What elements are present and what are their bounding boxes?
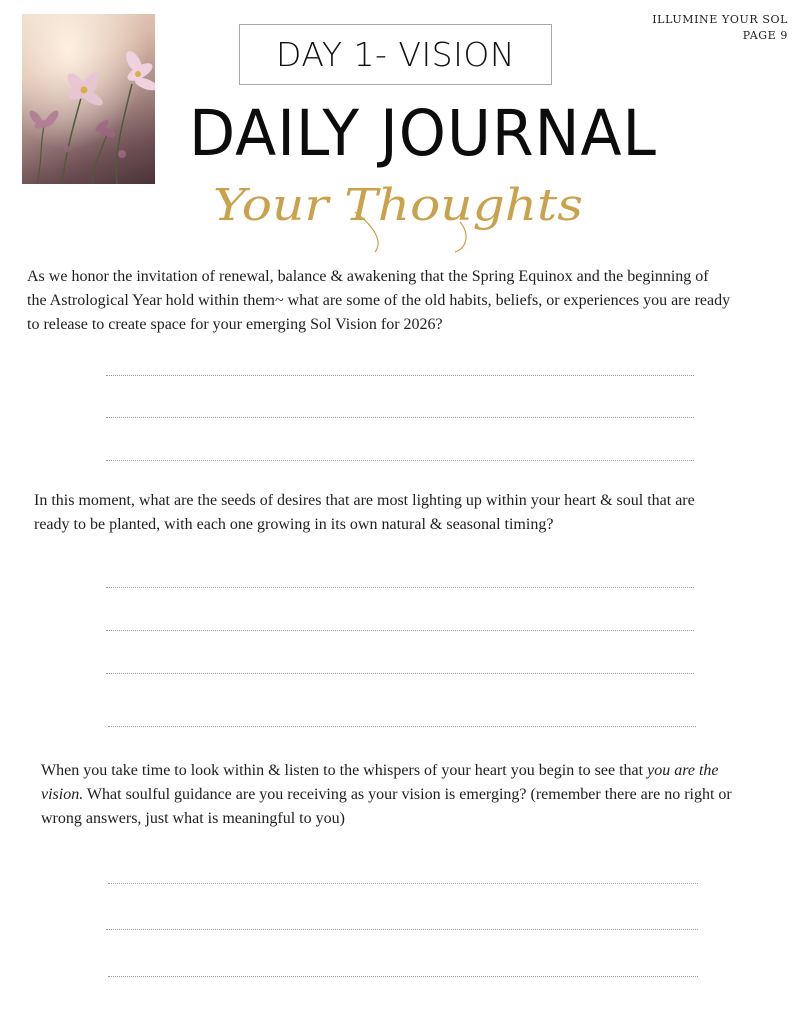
writing-line[interactable]	[106, 375, 694, 376]
prompt-3-text-start: When you take time to look within & listen to the whispers of your heart you begin to see that	[41, 762, 648, 779]
writing-line[interactable]	[106, 587, 694, 588]
brand-header	[652, 12, 788, 44]
brand-name: ILLUMINE YOUR SOL	[652, 13, 788, 26]
cosmos-flower-photo	[22, 14, 155, 184]
writing-line[interactable]	[108, 976, 698, 977]
day-label-box	[239, 24, 552, 85]
prompt-3-text-end: What soulful guidance are you receiving as your vision is emerging? (remember there are no right or wrong answers, just what is meaningful to you)	[41, 786, 732, 827]
writing-line[interactable]	[106, 673, 694, 674]
prompt-3-italic-phrase: you are the vision.	[41, 762, 719, 803]
writing-line[interactable]	[108, 883, 698, 884]
day-label: DAY 1- VISION	[275, 35, 516, 74]
journal-prompt-2: In this moment, what are the seeds of desires that are most lighting up within your heart & soul that are ready to be planted, with each one growing in its own natural & seasonal timing?	[34, 492, 695, 533]
writing-line[interactable]	[106, 630, 694, 631]
page-number: PAGE 9	[742, 29, 788, 42]
script-subtitle-text: Your Thoughts	[213, 180, 583, 231]
writing-line[interactable]	[106, 417, 694, 418]
script-subtitle	[205, 172, 595, 254]
writing-line[interactable]	[106, 929, 698, 930]
writing-line[interactable]	[108, 726, 696, 727]
journal-prompt-1: As we honor the invitation of renewal, balance & awakening that the Spring Equinox and the beginning of the Astrological Year hold within them~ what are some of the old habits, beliefs, or experiences you are ready to release to create space for your emerging Sol Vision for 2026?	[27, 268, 731, 333]
page-title: DAILY JOURNAL	[189, 97, 657, 171]
writing-line[interactable]	[106, 460, 694, 461]
journal-prompt-3	[41, 759, 756, 831]
